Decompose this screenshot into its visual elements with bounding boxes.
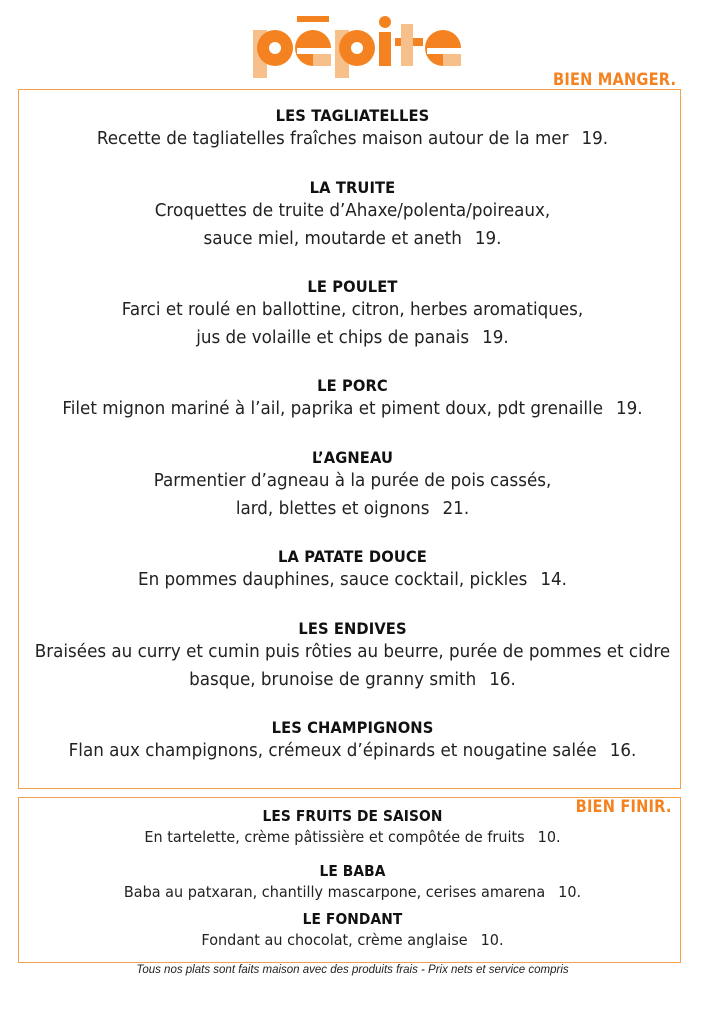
dish-baba (0, 862, 705, 904)
dish-description: Croquettes de truite d’Ahaxe/polenta/poireaux, (154, 200, 551, 221)
dish-price: 19. (616, 398, 643, 419)
dish-title: LES FRUITS DE SAISON (262, 807, 443, 825)
dish-title: LES CHAMPIGNONS (271, 718, 434, 737)
dish-price: 10. (537, 828, 561, 846)
dish-description: Filet mignon mariné à l’ail, paprika et piment doux, pdt grenaille 19. (62, 398, 643, 419)
footer-note: Tous nos plats sont faits maison avec des produits frais - Prix nets et service compris (136, 964, 569, 976)
dish-truite (0, 178, 705, 253)
dish-price: 16. (489, 669, 516, 690)
dish-description: basque, brunoise de granny smith 16. (189, 669, 516, 690)
dish-description: Farci et roulé en ballottine, citron, herbes aromatiques, (121, 299, 584, 320)
logo (205, 8, 495, 86)
dish-title: LE POULET (307, 277, 398, 296)
dish-description: Baba au patxaran, chantilly mascarpone, cerises amarena 10. (123, 883, 582, 901)
dish-title: L’AGNEAU (311, 448, 394, 467)
dish-agneau (0, 448, 705, 523)
dish-title: LE BABA (319, 862, 386, 880)
dish-price: 19. (474, 228, 502, 249)
dish-endives (0, 619, 705, 694)
dish-poulet (0, 277, 705, 352)
dish-title: LES ENDIVES (298, 619, 407, 638)
dish-description: En tartelette, crème pâtissière et compôtée de fruits 10. (144, 828, 561, 846)
dish-title: LES TAGLIATELLES (275, 106, 430, 125)
dish-description: Braisées au curry et cumin puis rôties au beurre, purée de pommes et cidre (34, 641, 671, 662)
dish-price: 21. (442, 498, 470, 519)
dish-title: LA PATATE DOUCE (278, 547, 427, 566)
dish-description: En pommes dauphines, sauce cocktail, pickles 14. (137, 569, 568, 590)
dish-fruits-de-saison (0, 807, 705, 849)
dish-price: 19. (482, 327, 509, 348)
dish-champignons (0, 718, 705, 765)
dish-description: jus de volaille et chips de panais 19. (196, 327, 509, 348)
dish-patate-douce (0, 547, 705, 594)
dish-price: 16. (609, 740, 637, 761)
pepite-logo (235, 12, 465, 82)
dish-title: LA TRUITE (309, 178, 396, 197)
dish-tagliatelles (0, 106, 705, 153)
dish-price: 19. (581, 128, 609, 149)
section-tag-bien-manger: BIEN MANGER. (552, 70, 676, 90)
section-tag-bien-finir: BIEN FINIR. (576, 797, 672, 817)
dish-title: LE FONDANT (302, 910, 403, 928)
dish-description: Flan aux champignons, crémeux d’épinards et nougatine salée 16. (68, 740, 637, 761)
dish-price: 10. (558, 883, 582, 901)
dish-description: Fondant au chocolat, crème anglaise 10. (201, 931, 504, 949)
dish-description: lard, blettes et oignons 21. (235, 498, 470, 519)
dish-description: Parmentier d’agneau à la purée de pois cassés, (153, 470, 552, 491)
dish-price: 14. (540, 569, 568, 590)
dish-price: 10. (480, 931, 504, 949)
dish-description: Recette de tagliatelles fraîches maison autour de la mer 19. (96, 128, 609, 149)
dish-fondant (0, 910, 705, 952)
dish-porc (0, 376, 705, 423)
dish-title: LE PORC (317, 376, 388, 395)
dish-description: sauce miel, moutarde et aneth 19. (203, 228, 502, 249)
